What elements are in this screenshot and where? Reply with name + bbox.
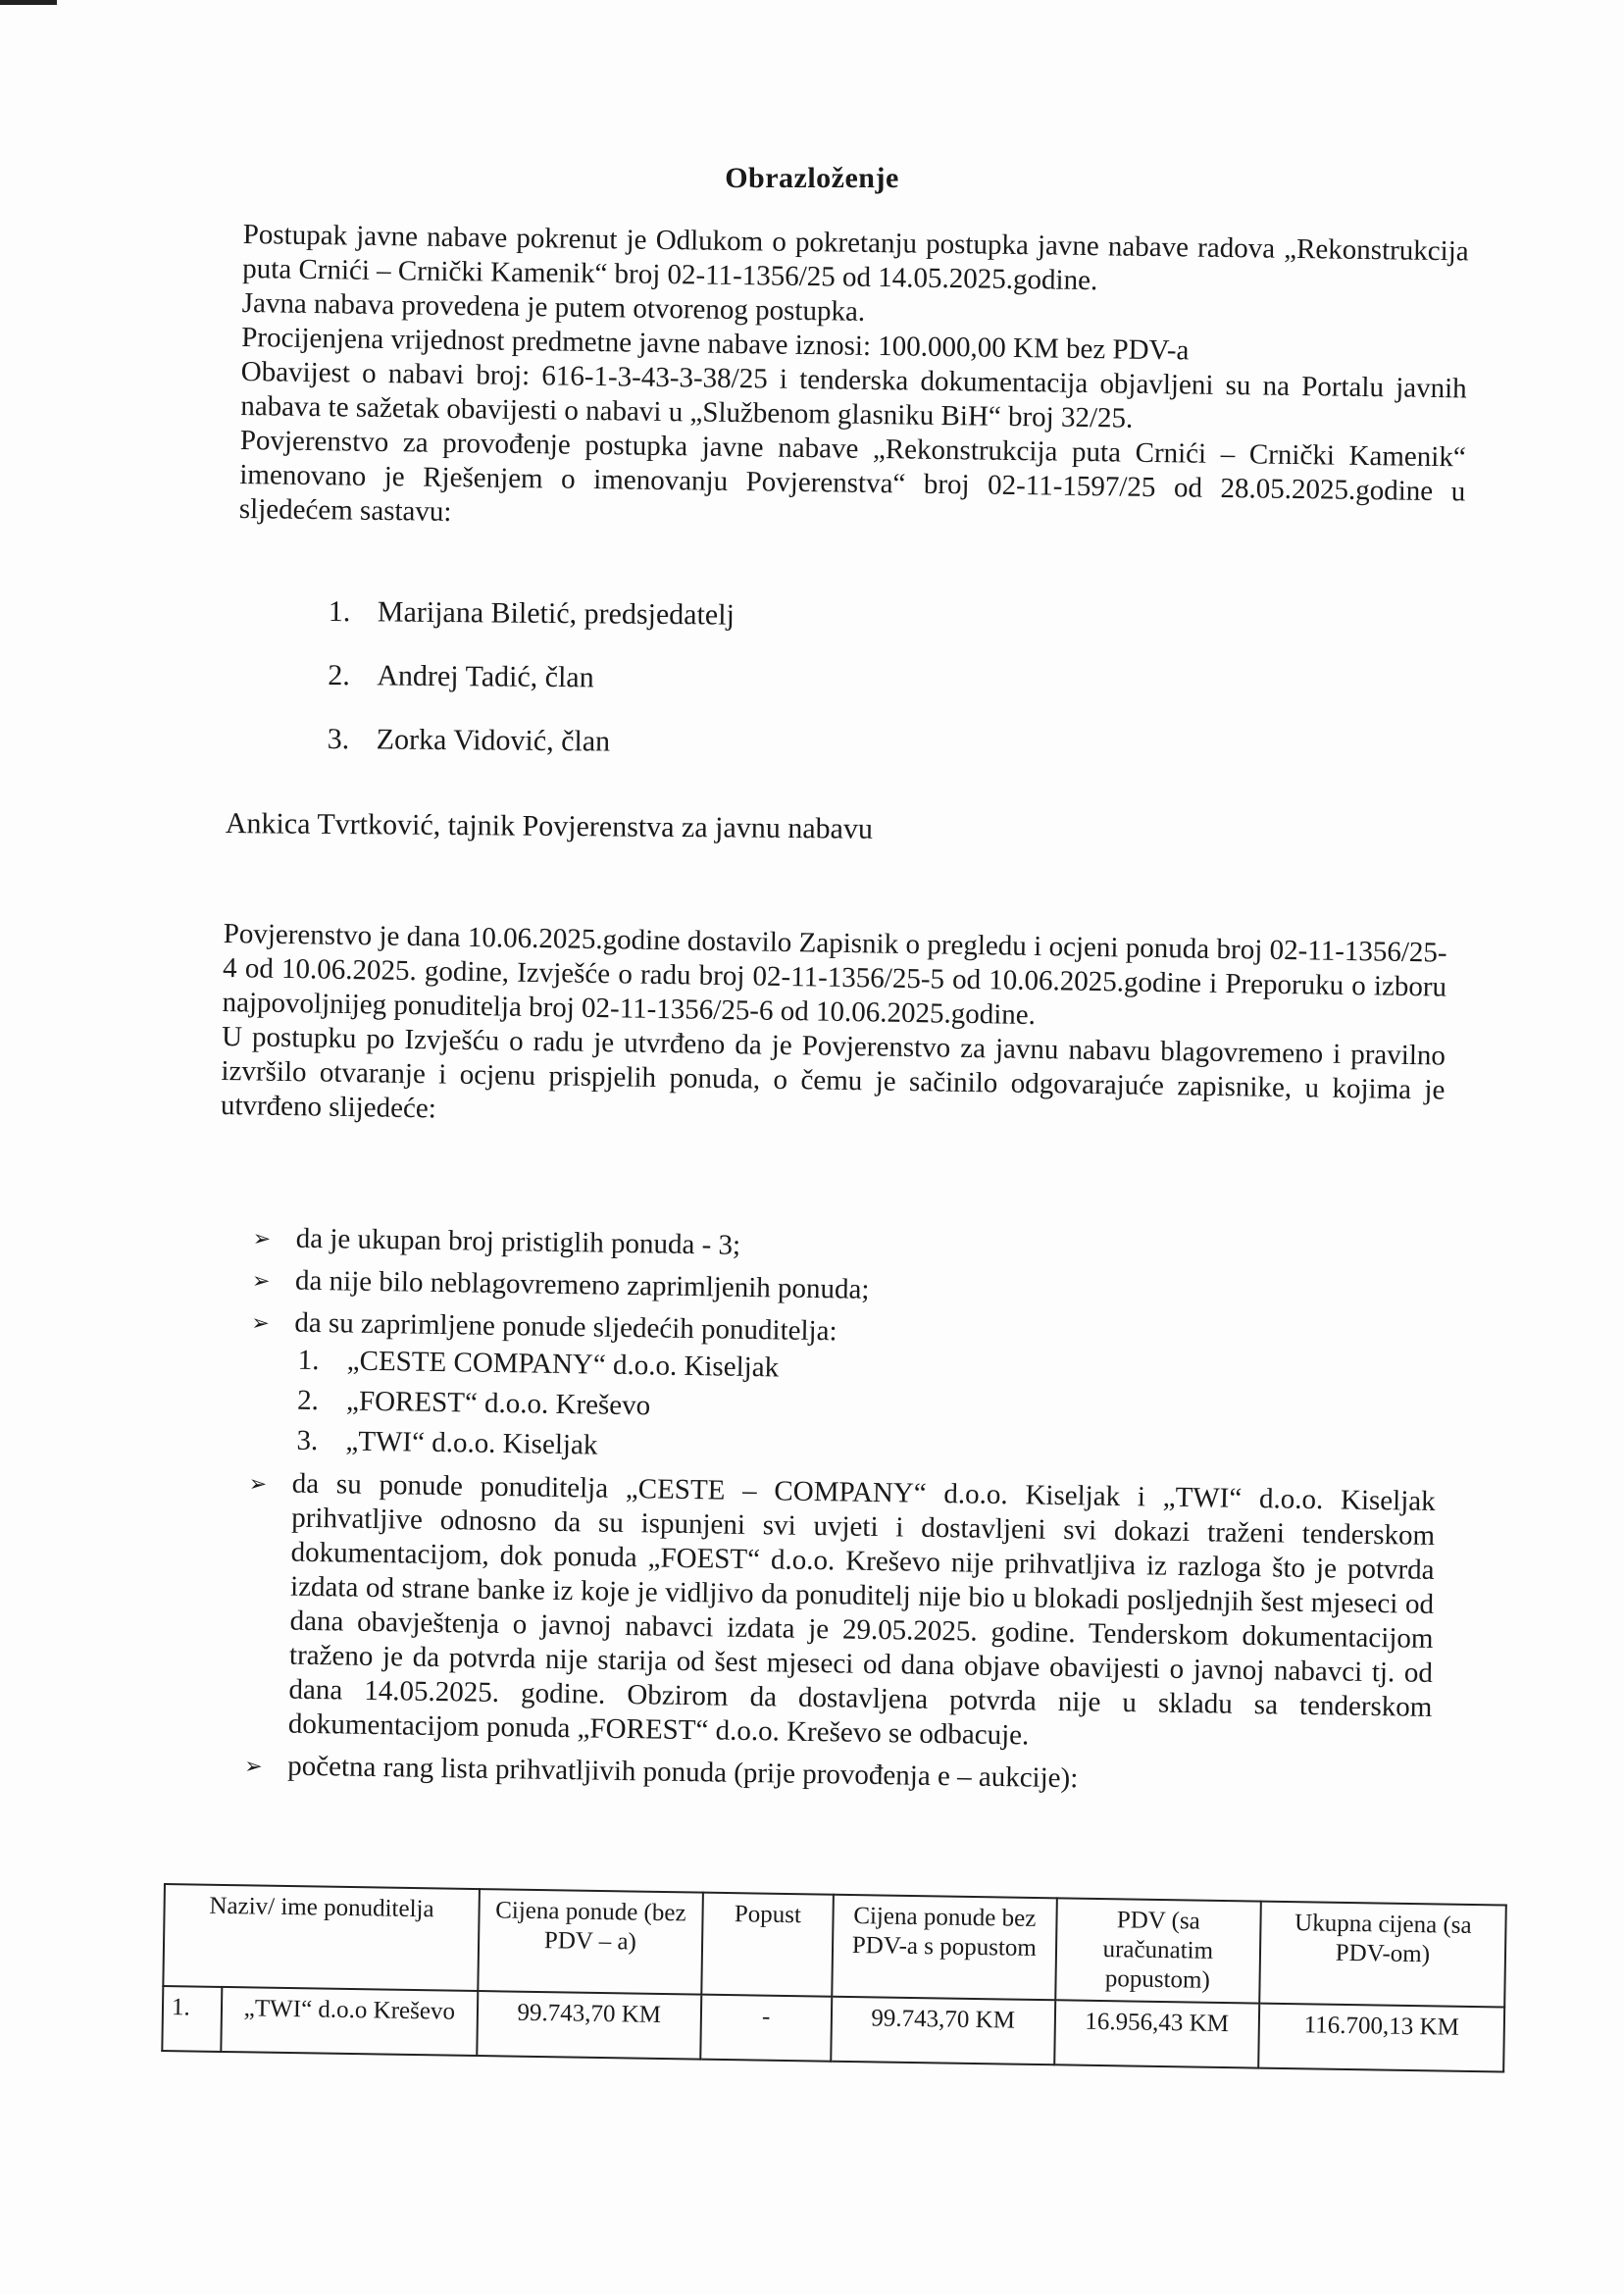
committee-members-list — [327, 595, 735, 790]
bidder-name: „FOREST“ d.o.o. Kreševo — [345, 1385, 651, 1422]
list-number: 3. — [327, 722, 350, 756]
column-header-name: Naziv/ ime ponuditelja — [163, 1884, 479, 1991]
column-header-vat: PDV (sa uračunatim popustom) — [1055, 1898, 1261, 2003]
member-name: Andrej Tadić, član — [377, 659, 594, 694]
finding-text: da su ponude ponuditelja „CESTE – COMPANY“ d.o.o. Kiseljak i „TWI“ d.o.o. Kiseljak prihvatljive odnosno da su ispunjeni svi uvjeti i dostavljeni svi dokazi traženi tenderskom dokumentacijom, dok ponuda „FOEST“ d.o.o. Kreševo nije prihvatljiva iz razloga što je potvrda izdata od strane banke iz koje je vidljivo da ponuditelj nije bio u blokadi posljednjih šest mjeseci od dana obavještenja o javnoj nabavci izdata je 29.05.2025. godine. Tenderskom dokumentacijom traženo je da potvrda nije starija od šest mjeseci od dana objave obavijesti o javnoj nabavci tj. od dana 14.05.2025. godine. Obzirom da dostavljena potvrda nije u skladu sa tenderskom dokumentacijom ponuda „FOREST“ d.o.o. Kreševo se odbacuje. — [287, 1467, 1436, 1752]
list-item — [327, 723, 734, 790]
intro-section — [239, 218, 1469, 543]
intro-paragraph: Javna nabava provedena je putem otvorenog postupka. — [241, 286, 866, 328]
intro-paragraph: Postupak javne nabave pokrenut je Odlukom o pokretanju postupka javne nabave radova „Rekonstrukcija puta Crnići – Crnički Kamenik“ broj 02-11-1356/25 od 14.05.2025.godine. — [242, 218, 1469, 297]
document-title: Obrazloženje — [725, 162, 899, 194]
cell-discount: - — [700, 1995, 832, 2062]
intro-paragraph: Obavijest o nabavi broj: 616-1-3-43-3-38/25 i tenderska dokumentacija objavljeni su na Portalu javnih nabava te sažetak obavijesti o nabavi u „Službenom glasniku BiH“ broj 32/25. — [240, 355, 1467, 434]
list-number: 2. — [328, 658, 350, 692]
ranking-table-wrapper — [161, 1883, 1507, 2072]
list-item — [328, 659, 735, 727]
bidders-list — [296, 1341, 1438, 1479]
list-item — [328, 595, 735, 663]
cell-bidder-name: „TWI“ d.o.o Kreševo — [221, 1987, 478, 2056]
arrow-bullet-icon: ➢ — [252, 1225, 272, 1251]
report-paragraph: Povjerenstvo je dana 10.06.2025.godine dostavilo Zapisnik o pregledu i ocjeni ponuda broj 02-11-1356/25-4 od 10.06.2025. godine, Izvješće o radu broj 02-11-1356/25-5 od 10.06.2025.godine i Preporuku o izboru najpovoljnijeg ponuditelja broj 02-11-1356/25-6 od 10.06.2025.godine. — [222, 917, 1447, 1032]
arrow-bullet-icon: ➢ — [251, 1309, 271, 1336]
committee-secretary: Ankica Tvrtković, tajnik Povjerenstva za javnu nabavu — [225, 807, 874, 845]
finding-text: da su zaprimljene ponude sljedećih ponuditelja: — [294, 1306, 837, 1348]
arrow-bullet-icon: ➢ — [248, 1470, 268, 1497]
cell-price-discount: 99.743,70 KM — [831, 1997, 1055, 2065]
bidder-name: „TWI“ d.o.o. Kiseljak — [345, 1425, 598, 1461]
list-number: 1. — [328, 595, 351, 629]
list-number: 3. — [296, 1424, 319, 1457]
report-section — [221, 917, 1447, 1143]
row-number: 1. — [162, 1986, 222, 2052]
column-header-price-discount: Cijena ponude bez PDV-a s popustom — [832, 1895, 1057, 2001]
intro-paragraph: Povjerenstvo za provođenje postupka javne nabave „Rekonstrukcija puta Crnići – Crnički Kamenik“ imenovano je Rješenjem o imenovanju Povjerenstva“ broj 02-11-1597/25 od 28.05.2025.godine u sljedećem sastavu: — [238, 424, 1466, 528]
column-header-price: Cijena ponude (bez PDV – a) — [478, 1889, 703, 1995]
column-header-discount: Popust — [701, 1893, 834, 1997]
ranking-table — [161, 1883, 1507, 2072]
finding-text: da je ukupan broj pristiglih ponuda - 3; — [295, 1222, 741, 1261]
list-item — [245, 1466, 1436, 1759]
arrow-bullet-icon: ➢ — [251, 1267, 271, 1294]
findings-list — [244, 1221, 1440, 1810]
member-name: Zorka Vidović, član — [376, 723, 611, 758]
intro-paragraph: Procijenjena vrijednost predmetne javne nabave iznosi: 100.000,00 KM bez PDV-a — [241, 321, 1190, 367]
bidder-name: „CESTE COMPANY“ d.o.o. Kiseljak — [346, 1345, 780, 1384]
finding-text: početna rang lista prihvatljivih ponuda (prije provođenja e – aukcije): — [287, 1750, 1079, 1795]
cell-vat: 16.956,43 KM — [1054, 2000, 1259, 2067]
member-name: Marijana Biletić, predsjedatelj — [377, 595, 736, 632]
arrow-bullet-icon: ➢ — [244, 1753, 263, 1779]
cell-total: 116.700,13 KM — [1258, 2004, 1504, 2072]
cell-price: 99.743,70 KM — [477, 1991, 701, 2060]
report-paragraph: U postupku po Izvješću o radu je utvrđeno da je Povjerenstvo za javnu nabavu blagovremeno i pravilno izvršilo otvaranje i ocjenu prispjelih ponuda, o čemu je sačinilo odgovarajuće zapisnike, u kojima je utvrđeno slijedeće: — [220, 1020, 1446, 1125]
column-header-total: Ukupna cijena (sa PDV-om) — [1259, 1902, 1506, 2008]
finding-text: da nije bilo neblagovremeno zaprimljenih ponuda; — [294, 1264, 870, 1305]
list-number: 2. — [296, 1384, 320, 1417]
list-number: 1. — [297, 1344, 320, 1377]
scan-edge-mark — [0, 0, 57, 5]
